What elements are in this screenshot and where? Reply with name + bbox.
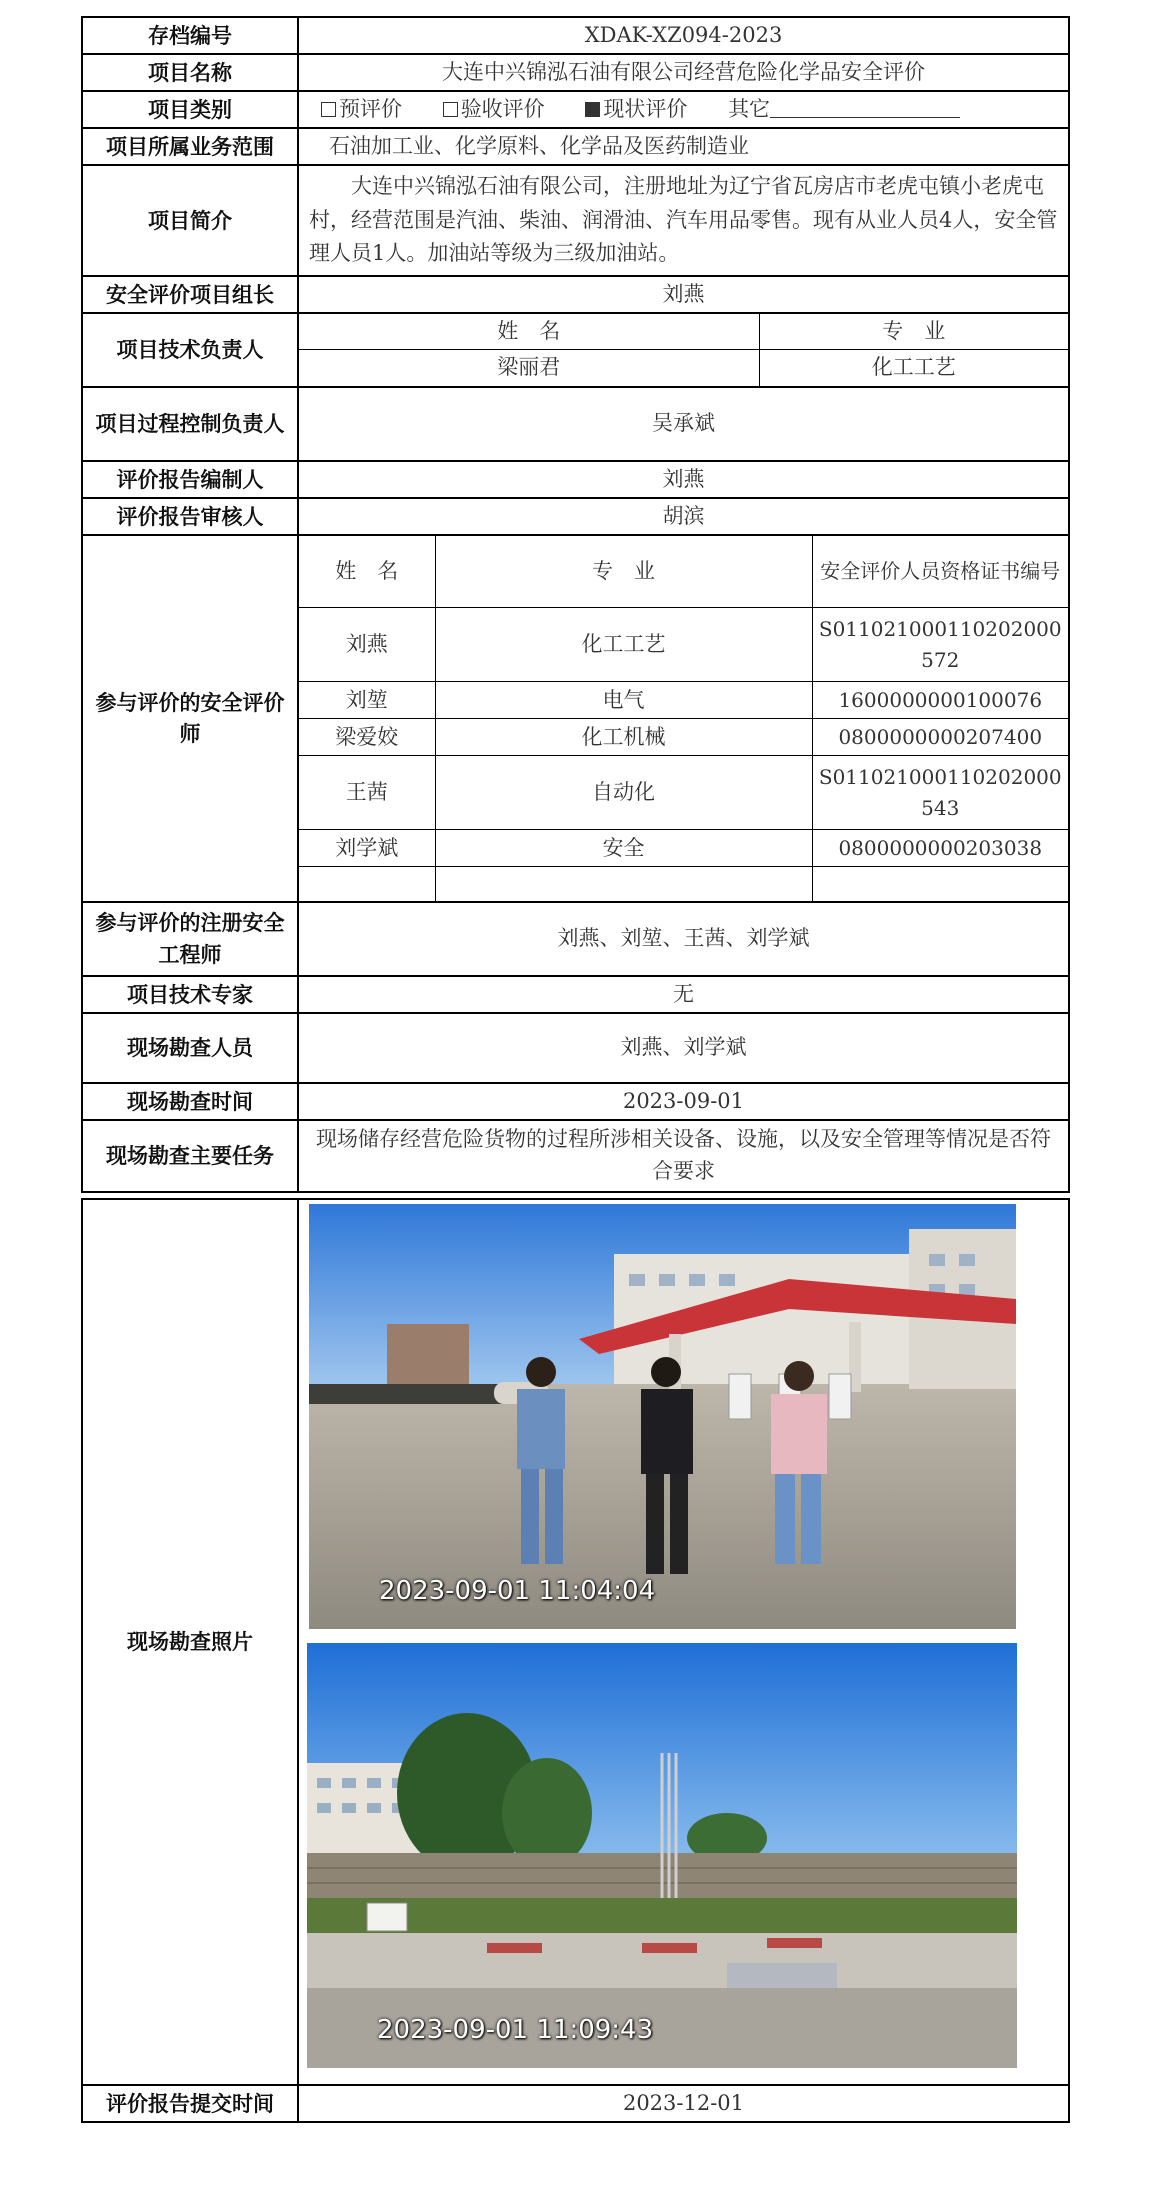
business-scope-label: 项目所属业务范围 (82, 128, 298, 165)
evaluator-name: 王茜 (299, 756, 435, 830)
table-row (299, 719, 1068, 756)
project-name-value: 大连中兴锦泓石油有限公司经营危险化学品安全评价 (298, 54, 1069, 91)
team-leader-label: 安全评价项目组长 (82, 276, 298, 313)
submit-time-label: 评价报告提交时间 (82, 2085, 298, 2122)
table-row (299, 608, 1068, 682)
evaluator-name: 刘燕 (299, 608, 435, 682)
photo-1-timestamp: 2023-09-01 11:04:04 (379, 1575, 656, 1606)
survey-time-value: 2023-09-01 (298, 1083, 1069, 1120)
empty-cell (435, 867, 812, 901)
team-leader-value: 刘燕 (298, 276, 1069, 313)
tech-lead-subtable (299, 314, 1068, 386)
other-blank-line (770, 99, 960, 118)
intro-label: 项目简介 (82, 165, 298, 276)
evaluator-name-header: 姓 名 (299, 536, 435, 608)
engineers-value: 刘燕、刘堃、王茜、刘学斌 (298, 902, 1069, 976)
empty-cell (299, 867, 435, 901)
process-lead-label: 项目过程控制负责人 (82, 387, 298, 461)
col-name-header: 姓 名 (299, 314, 759, 350)
photos-label: 现场勘查照片 (82, 1199, 298, 2085)
evaluator-cert: 0800000000203038 (812, 830, 1068, 867)
site-photo-2-image (307, 1643, 1017, 2068)
archive-label: 存档编号 (82, 17, 298, 54)
evaluators-label: 参与评价的安全评价师 (82, 535, 298, 902)
survey-task-value: 现场储存经营危险货物的过程所涉相关设备、设施，以及安全管理等情况是否符合要求 (298, 1120, 1069, 1192)
evaluators-cell (298, 535, 1069, 902)
archive-value: XDAK-XZ094-2023 (298, 17, 1069, 54)
evaluator-major-header: 专 业 (435, 536, 812, 608)
archive-form (81, 16, 1068, 2123)
site-photo-2 (307, 1643, 1017, 2068)
tech-lead-major: 化工工艺 (759, 350, 1068, 386)
submit-time-value: 2023-12-01 (298, 2085, 1069, 2122)
evaluator-cert: 1600000000100076 (812, 682, 1068, 719)
checkbox-checked-icon[interactable] (585, 102, 600, 117)
table-row-empty (299, 867, 1068, 901)
evaluator-cert: S011021000110202000572 (812, 608, 1068, 682)
tech-lead-name: 梁丽君 (299, 350, 759, 386)
evaluator-major: 化工机械 (435, 719, 812, 756)
project-name-label: 项目名称 (82, 54, 298, 91)
col-major-header: 专 业 (759, 314, 1068, 350)
checkbox-icon[interactable] (321, 102, 336, 117)
evaluator-major: 自动化 (435, 756, 812, 830)
table-row (299, 756, 1068, 830)
empty-cell (812, 867, 1068, 901)
business-scope-value: 石油加工业、化学原料、化学品及医药制造业 (298, 128, 1069, 165)
evaluator-cert: 0800000000207400 (812, 719, 1068, 756)
site-photo-1-image (309, 1204, 1016, 1629)
experts-label: 项目技术专家 (82, 976, 298, 1013)
evaluator-name: 梁爱姣 (299, 719, 435, 756)
photo-2-timestamp: 2023-09-01 11:09:43 (377, 2014, 654, 2045)
type-option-current[interactable]: 现状评价 (585, 94, 687, 126)
tech-lead-label: 项目技术负责人 (82, 313, 298, 387)
survey-staff-value: 刘燕、刘学斌 (298, 1013, 1069, 1083)
info-table (81, 16, 1070, 1193)
site-photo-1 (309, 1204, 1016, 1629)
evaluator-major: 化工工艺 (435, 608, 812, 682)
evaluator-major: 电气 (435, 682, 812, 719)
checkbox-icon[interactable] (443, 102, 458, 117)
evaluator-cert: S011021000110202000543 (812, 756, 1068, 830)
type-option-acceptance[interactable]: 验收评价 (443, 94, 545, 126)
type-option-other: 其它 (728, 97, 960, 121)
survey-staff-label: 现场勘查人员 (82, 1013, 298, 1083)
report-reviewer-label: 评价报告审核人 (82, 498, 298, 535)
project-type-label: 项目类别 (82, 91, 298, 128)
project-type-options (298, 91, 1069, 128)
experts-value: 无 (298, 976, 1069, 1013)
type-option-pre[interactable]: 预评价 (321, 94, 402, 126)
evaluator-major: 安全 (435, 830, 812, 867)
intro-value: 大连中兴锦泓石油有限公司，注册地址为辽宁省瓦房店市老虎屯镇小老虎屯村，经营范围是汽油、柴油、润滑油、汽车用品零售。现有从业人员4人，安全管理人员1人。加油站等级为三级加油站。 (298, 165, 1069, 276)
photos-cell (298, 1199, 1069, 2085)
evaluator-cert-header: 安全评价人员资格证书编号 (812, 536, 1068, 608)
engineers-label: 参与评价的注册安全工程师 (82, 902, 298, 976)
table-row (299, 830, 1068, 867)
evaluator-name: 刘堃 (299, 682, 435, 719)
photo-table (81, 1198, 1070, 2123)
table-row (299, 682, 1068, 719)
evaluators-subtable (299, 536, 1068, 901)
process-lead-value: 吴承斌 (298, 387, 1069, 461)
report-reviewer-value: 胡滨 (298, 498, 1069, 535)
evaluator-name: 刘学斌 (299, 830, 435, 867)
tech-lead-cell (298, 313, 1069, 387)
survey-task-label: 现场勘查主要任务 (82, 1120, 298, 1192)
survey-time-label: 现场勘查时间 (82, 1083, 298, 1120)
report-author-label: 评价报告编制人 (82, 461, 298, 498)
report-author-value: 刘燕 (298, 461, 1069, 498)
